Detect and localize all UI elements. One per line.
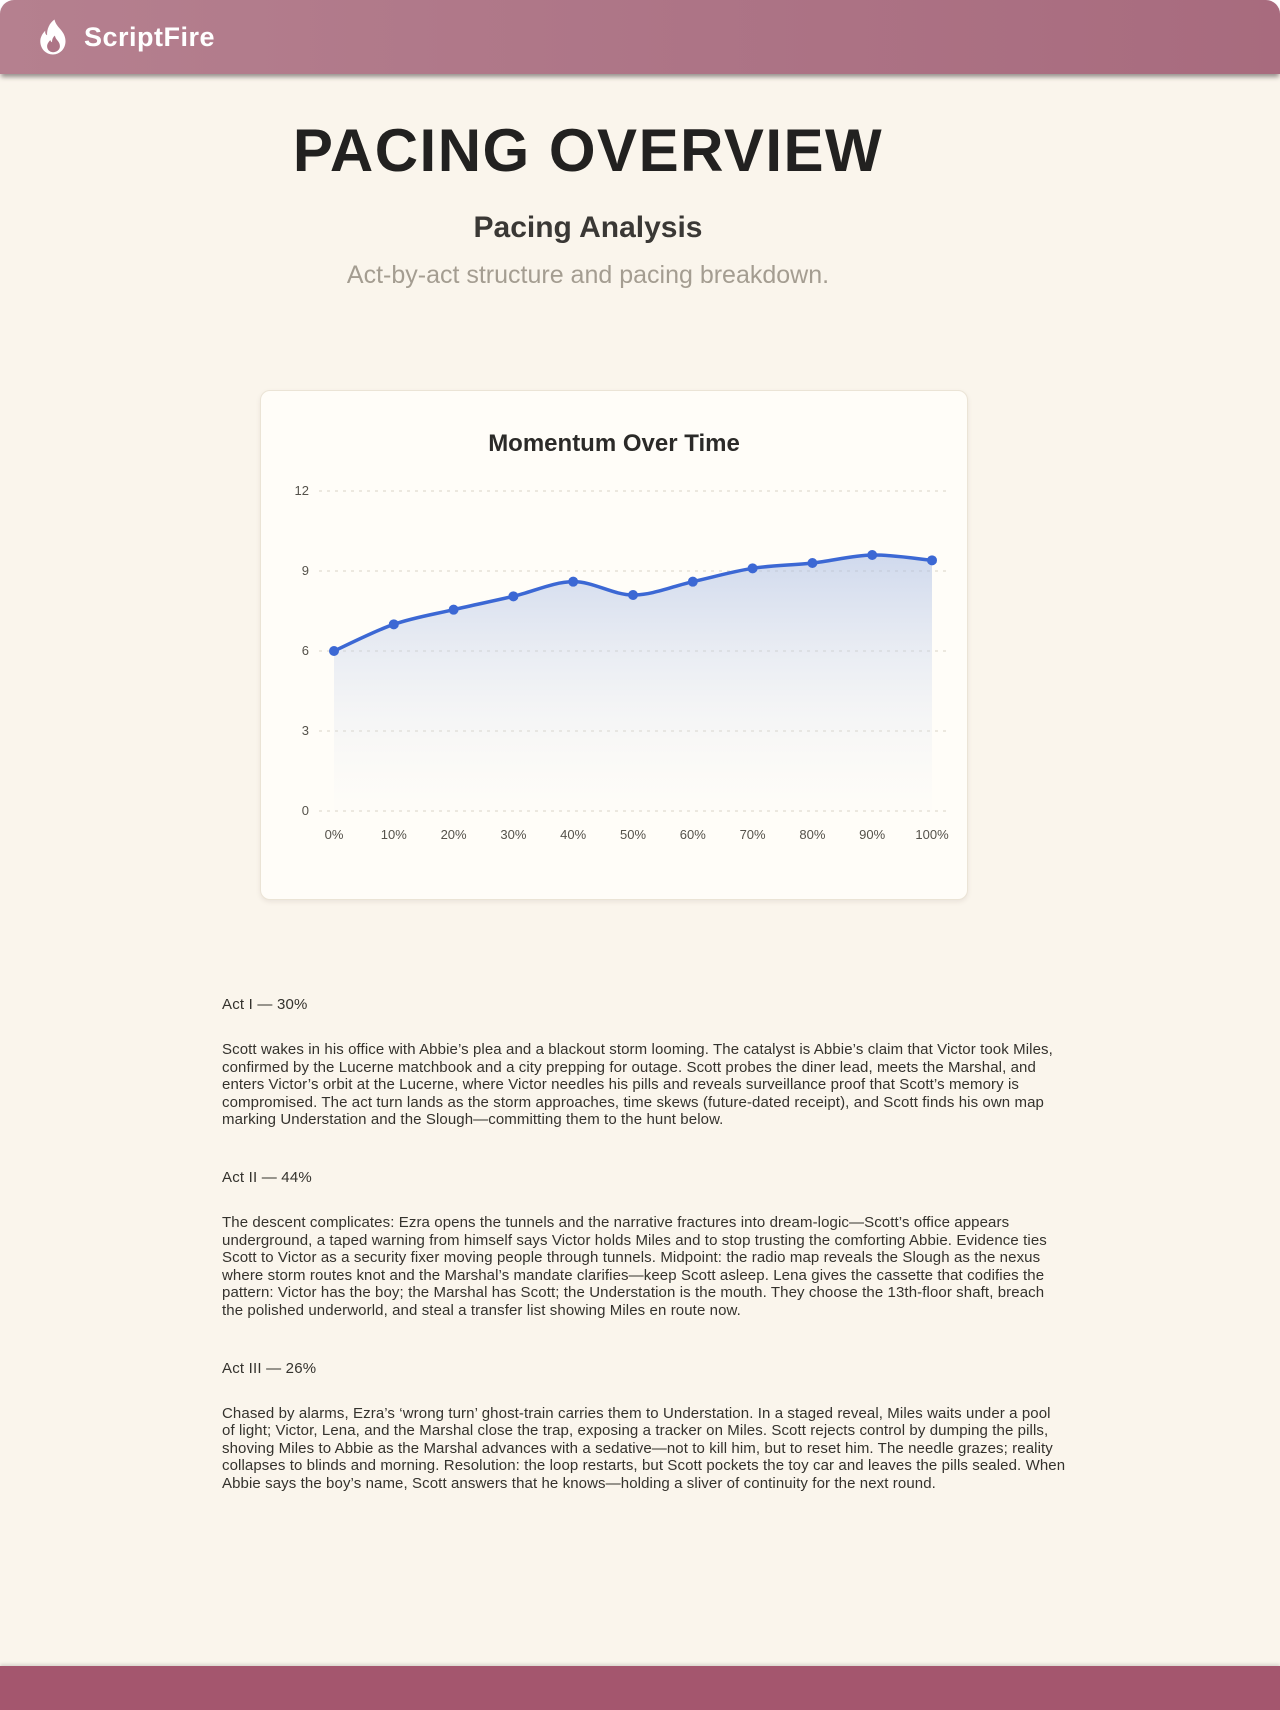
page-description: Act-by-act structure and pacing breakdown. bbox=[346, 261, 830, 289]
brand-name: ScriptFire bbox=[84, 21, 216, 52]
svg-text:50%: 50% bbox=[619, 827, 647, 842]
act-3-heading: Act III — 26% bbox=[222, 1359, 317, 1377]
svg-text:0: 0 bbox=[301, 803, 309, 818]
flame-icon bbox=[38, 18, 68, 56]
svg-text:100%: 100% bbox=[915, 827, 949, 842]
svg-text:20%: 20% bbox=[440, 827, 467, 842]
app-header bbox=[0, 0, 1280, 74]
act-1-body: Scott wakes in his office with Abbie’s plea and a blackout storm looming. The catalyst is Abbie’s claim that Victor took Miles, confirmed by the Lucerne matchbook and a city prepping for outage. Scott probes the diner lead, meets the Marshal, and enters Victor’s orbit at the Lucerne, where Victor needles his pills and reveals surveillance proof that Scott’s memory is compromised. The act turn lands as the storm approaches, time skews (future-dated receipt), and Scott finds his own map marking Understation and the Slough—committing them to the hunt below. bbox=[222, 1041, 1053, 1129]
svg-text:70%: 70% bbox=[739, 827, 766, 842]
act-sections bbox=[222, 996, 1067, 1493]
footer-bar bbox=[0, 1666, 1280, 1710]
act-2-heading: Act II — 44% bbox=[222, 1168, 312, 1186]
svg-text:10%: 10% bbox=[380, 827, 407, 842]
act-1-heading: Act I — 30% bbox=[222, 996, 308, 1013]
content-column bbox=[0, 118, 1176, 900]
header-bar bbox=[0, 0, 1280, 74]
svg-text:12: 12 bbox=[294, 483, 309, 498]
act-2-body: The descent complicates: Ezra opens the tunnels and the narrative fractures into dream-logic—Scott’s office appears underground, a taped warning from himself says Victor holds Miles and to stop trusting the comforting Abbie. Evidence ties Scott to Victor as a security fixer moving people through tunnels. Midpoint: the radio map reveals the Slough as the nexus where storm routes knot and the Marshal’s mandate clarifies—keep Scott asleep. Lena gives the cassette that codifies the pattern: Victor has the boy; the Marshal has Scott; the Understation is the mouth. They choose the 13th-floor shaft, breach the polished underworld, and steal a transfer list showing Miles en route now. bbox=[222, 1213, 1047, 1319]
chart-title: Momentum Over Time bbox=[488, 430, 740, 457]
brand bbox=[0, 18, 215, 56]
svg-text:3: 3 bbox=[301, 723, 309, 738]
page-title: PACING OVERVIEW bbox=[292, 117, 884, 184]
svg-text:80%: 80% bbox=[799, 827, 826, 842]
page-subtitle: Pacing Analysis bbox=[473, 211, 703, 244]
svg-text:0%: 0% bbox=[324, 827, 344, 842]
svg-text:6: 6 bbox=[301, 643, 309, 658]
svg-text:9: 9 bbox=[301, 563, 309, 578]
act-3-body: Chased by alarms, Ezra’s ‘wrong turn’ ghost-train carries them to Understation. In a staged reveal, Miles waits under a pool of light; Victor, Lena, and the Marshal close the trap, exposing a tracker on Miles. Scott rejects control by dumping the pills, shoving Miles to Abbie as the Marshal advances with a sedative—not to kill him, but to reset him. The needle grazes; reality collapses to blinds and morning. Resolution: the loop restarts, but Scott pockets the toy car and leaves the pills sealed. When Abbie says the boy’s name, Scott answers that he knows—holding a sliver of continuity for the next round. bbox=[222, 1404, 1066, 1492]
svg-text:90%: 90% bbox=[859, 827, 886, 842]
svg-text:60%: 60% bbox=[679, 827, 706, 842]
svg-text:30%: 30% bbox=[500, 827, 527, 842]
momentum-chart-card bbox=[260, 390, 968, 900]
svg-text:40%: 40% bbox=[560, 827, 587, 842]
momentum-line-chart bbox=[261, 469, 969, 869]
